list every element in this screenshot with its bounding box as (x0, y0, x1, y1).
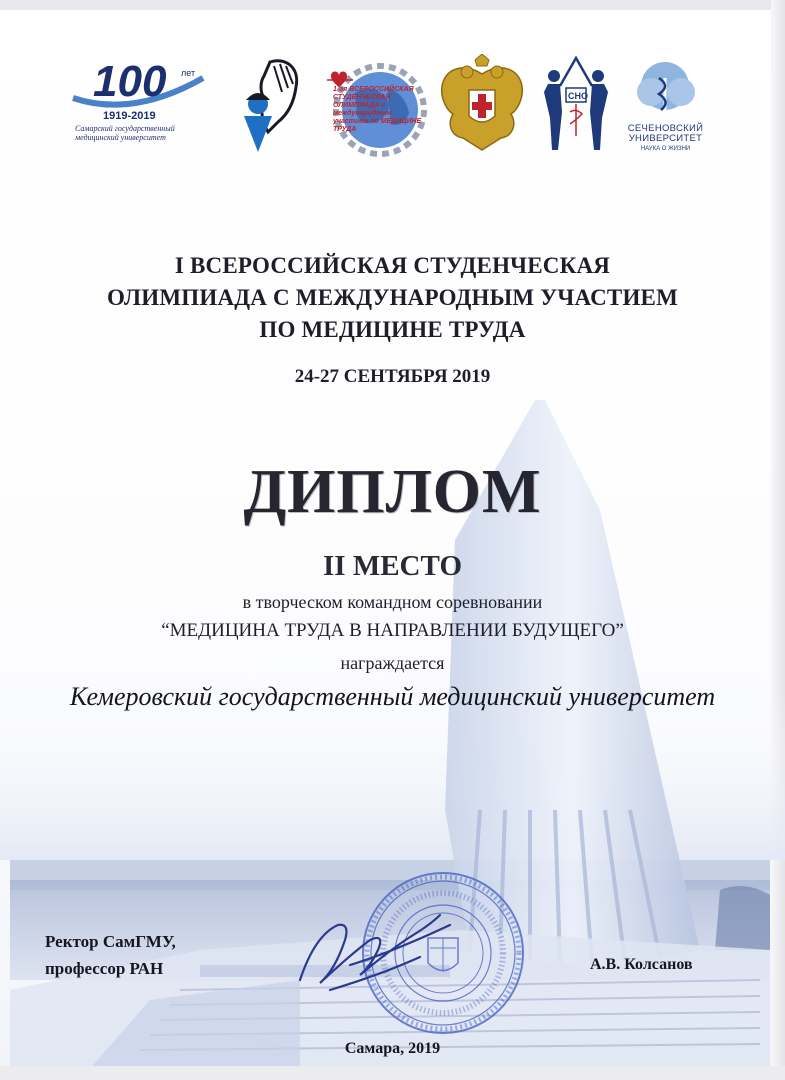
recipient-name: Кемеровский государственный медицинский университет (69, 682, 716, 711)
rector-signature (290, 895, 470, 1005)
sechenov-sub: НАУКА О ЖИЗНИ (640, 146, 691, 152)
signatory-name: А.В. Колсанов (590, 956, 693, 973)
heading-line-1: I ВСЕРОССИЙСКАЯ СТУДЕНЧЕСКАЯ (174, 253, 611, 278)
scan-edge-top (0, 0, 785, 10)
sechenov-name: СЕЧЕНОВСКИЙ УНИВЕРСИТЕТ (627, 123, 704, 144)
hand-helmet-icon (230, 52, 310, 162)
tree-icon (623, 58, 708, 122)
heading-line-2: ОЛИМПИАДА С МЕЖДУНАРОДНЫМ УЧАСТИЕМ (106, 285, 679, 310)
students-figures-icon (540, 52, 612, 157)
place-and-year: Самара, 2019 (344, 1040, 441, 1057)
sno-label: СНО (568, 91, 588, 101)
olympiad-logo-text: 1-ая ВСЕРОССИЙСКАЯ СТУДЕНЧЕСКАЯ ОЛИМПИАДА с международным участием по МЕДИЦИНЕ ТРУДА (333, 86, 422, 133)
logos-row (55, 50, 715, 165)
awarded-label: награждается (340, 653, 445, 673)
event-dates: 24-27 СЕНТЯБРЯ 2019 (294, 366, 491, 387)
competition-name: “МЕДИЦИНА ТРУДА В НАПРАВЛЕНИИ БУДУЩЕГО” (161, 620, 624, 641)
rospotrebnadzor-eagle-logo (437, 54, 527, 156)
anniversary-years: 1919-2019 (103, 110, 156, 122)
signatory-position-line-2: профессор РАН (45, 959, 164, 978)
place-awarded: II МЕСТО (323, 550, 462, 582)
sechenov-university-logo (623, 58, 708, 158)
olympiad-heading (0, 250, 785, 346)
double-headed-eagle-icon (437, 54, 527, 156)
anniversary-suffix: лет (181, 68, 196, 78)
competition-description: в творческом командном соревновании (242, 592, 543, 612)
anniversary-number: 100 (93, 58, 167, 106)
samgmu-100-anniversary-logo (63, 58, 208, 153)
anniversary-caption: Самарский государственный медицинский университет (75, 124, 175, 142)
occupational-medicine-hand-logo (230, 52, 310, 162)
signatory-position (45, 928, 176, 982)
scan-edge-bottom (0, 1066, 785, 1080)
signatory-position-line-1: Ректор СамГМУ, (45, 932, 176, 951)
sno-student-society-logo (540, 52, 612, 157)
olympiad-globe-logo (325, 58, 430, 158)
heading-line-3: ПО МЕДИЦИНЕ ТРУДА (259, 317, 526, 342)
diploma-title: ДИПЛОМ (243, 458, 542, 526)
anniversary-100-icon (63, 58, 208, 118)
